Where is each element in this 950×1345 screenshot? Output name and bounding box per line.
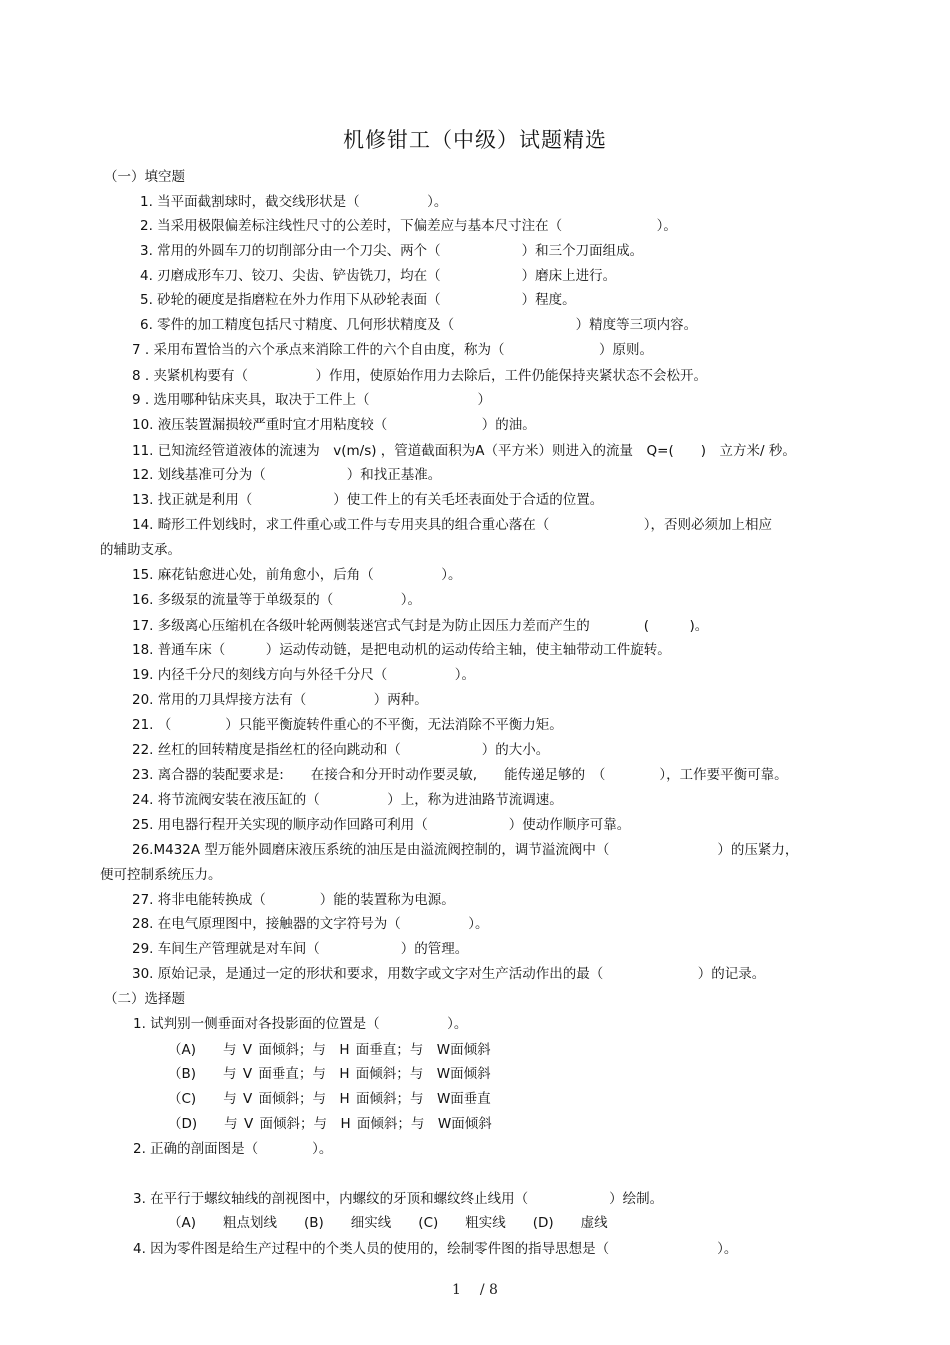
fill-question-13: 13. 找正就是利用（ ）使工件上的有关毛坯表面处于合适的位置。 xyxy=(132,492,604,508)
page-total: / 8 xyxy=(479,1282,498,1298)
choice-question-4: 4. 因为零件图是给生产过程中的个类人员的使用的，绘制零件图的指导思想是（ ）。 xyxy=(133,1241,738,1257)
choice-question-2: 2. 正确的剖面图是（ ）。 xyxy=(133,1141,333,1157)
fill-question-15: 15. 麻花钻愈进心处，前角愈小，后角（ ）。 xyxy=(132,567,462,583)
fill-question-23: 23. 离合器的装配要求是: 在接合和分开时动作要灵敏, 能传递足够的 （ ），工作要平衡可靠。 xyxy=(132,767,788,783)
fill-question-16: 16. 多级泵的流量等于单级泵的（ ）。 xyxy=(132,592,422,608)
fill-question-8: 8 . 夹紧机构要有（ ）作用，使原始作用力去除后，工件仍能保持夹紧状态不会松开。 xyxy=(132,368,707,384)
choice-question-1-option-c: （C) 与 V 面倾斜；与 H 面倾斜；与 W面垂直 xyxy=(168,1091,491,1107)
fill-question-7: 7 . 采用布置恰当的六个承点来消除工件的六个自由度，称为（ ）原则。 xyxy=(132,342,653,358)
section-heading-fill-in: （一）填空题 xyxy=(104,169,185,185)
fill-question-1: 1. 当平面截割球时，截交线形状是（ ）。 xyxy=(140,194,448,210)
section-heading-multiple-choice: （二）选择题 xyxy=(104,991,185,1007)
choice-question-1-option-d: （D) 与 V 面倾斜；与 H 面倾斜；与 W面倾斜 xyxy=(168,1116,492,1132)
fill-question-10: 10. 液压装置漏损较严重时宜才用粘度较（ ）的油。 xyxy=(132,417,536,433)
choice-question-1-option-b: （B) 与 V 面垂直；与 H 面倾斜；与 W面倾斜 xyxy=(168,1066,491,1082)
fill-question-28: 28. 在电气原理图中，接触器的文字符号为（ ）。 xyxy=(132,916,489,932)
fill-question-27: 27. 将非电能转换成（ ）能的装置称为电源。 xyxy=(132,892,455,908)
fill-question-26-continuation: 便可控制系统压力。 xyxy=(100,867,222,883)
fill-question-18: 18. 普通车床（ ）运动传动链，是把电动机的运动传给主轴，使主轴带动工件旋转。 xyxy=(132,642,671,658)
fill-question-25: 25. 用电器行程开关实现的顺序动作回路可利用（ ）使动作顺序可靠。 xyxy=(132,817,631,833)
fill-question-24: 24. 将节流阀安装在液压缸的（ ）上，称为进油路节流调速。 xyxy=(132,792,563,808)
fill-question-30: 30. 原始记录，是通过一定的形状和要求，用数字或文字对生产活动作出的最（ ）的记录。 xyxy=(132,966,766,982)
fill-question-19: 19. 内径千分尺的刻线方向与外径千分尺（ ）。 xyxy=(132,667,476,683)
fill-question-12: 12. 划线基准可分为（ ）和找正基准。 xyxy=(132,467,442,483)
page-indicator xyxy=(0,1282,950,1298)
fill-question-4: 4. 刃磨成形车刀、铰刀、尖齿、铲齿铣刀，均在（ ）磨床上进行。 xyxy=(140,268,617,284)
fill-question-2: 2. 当采用极限偏差标注线性尺寸的公差时，下偏差应与基本尺寸注在（ ）。 xyxy=(140,218,677,234)
fill-question-26: 26.M432A 型万能外圆磨床液压系统的油压是由溢流阀控制的，调节溢流阀中（ ）的压紧力， xyxy=(132,842,799,858)
fill-question-3: 3. 常用的外圆车刀的切削部分由一个刀尖、两个（ ）和三个刀面组成。 xyxy=(140,243,644,259)
fill-question-17: 17. 多级离心压缩机在各级叶轮两侧装迷宫式气封是为防止因压力差而产生的 ( )。 xyxy=(132,618,709,634)
choice-question-3: 3. 在平行于螺纹轴线的剖视图中，内螺纹的牙顶和螺纹终止线用（ ）绘制。 xyxy=(133,1191,664,1207)
fill-question-9: 9 . 选用哪种钻床夹具，取决于工件上（ ） xyxy=(132,392,491,408)
choice-question-1: 1. 试判别一侧垂面对各投影面的位置是（ ）。 xyxy=(133,1016,468,1032)
document-title: 机修钳工（中级）试题精选 xyxy=(343,128,607,152)
fill-question-29: 29. 车间生产管理就是对车间（ ）的管理。 xyxy=(132,941,469,957)
fill-question-6: 6. 零件的加工精度包括尺寸精度、几何形状精度及（ ）精度等三项内容。 xyxy=(140,317,698,333)
fill-question-11: 11. 已知流经管道液体的流速为 v(m/s) ，管道截面积为A（平方米）则进入的流量 Q=( ) 立方米/ 秒。 xyxy=(132,443,796,459)
fill-question-14-continuation: 的辅助支承。 xyxy=(100,542,181,558)
fill-question-5: 5. 砂轮的硬度是指磨粒在外力作用下从砂轮表面（ ）程度。 xyxy=(140,292,576,308)
fill-question-22: 22. 丝杠的回转精度是指丝杠的径向跳动和（ ）的大小。 xyxy=(132,742,550,758)
choice-question-3-options: （A) 粗点划线 (B) 细实线 (C) 粗实线 (D) 虚线 xyxy=(168,1215,608,1231)
fill-question-21: 21. （ ）只能平衡旋转件重心的不平衡，无法消除不平衡力矩。 xyxy=(132,717,563,733)
page-current: 1 xyxy=(452,1282,461,1298)
choice-question-1-option-a: （A) 与 V 面倾斜；与 H 面垂直；与 W面倾斜 xyxy=(168,1042,491,1058)
fill-question-20: 20. 常用的刀具焊接方法有（ ）两种。 xyxy=(132,692,428,708)
fill-question-14: 14. 畸形工件划线时，求工件重心或工件与专用夹具的组合重心落在（ ），否则必须加上相应 xyxy=(132,517,773,533)
